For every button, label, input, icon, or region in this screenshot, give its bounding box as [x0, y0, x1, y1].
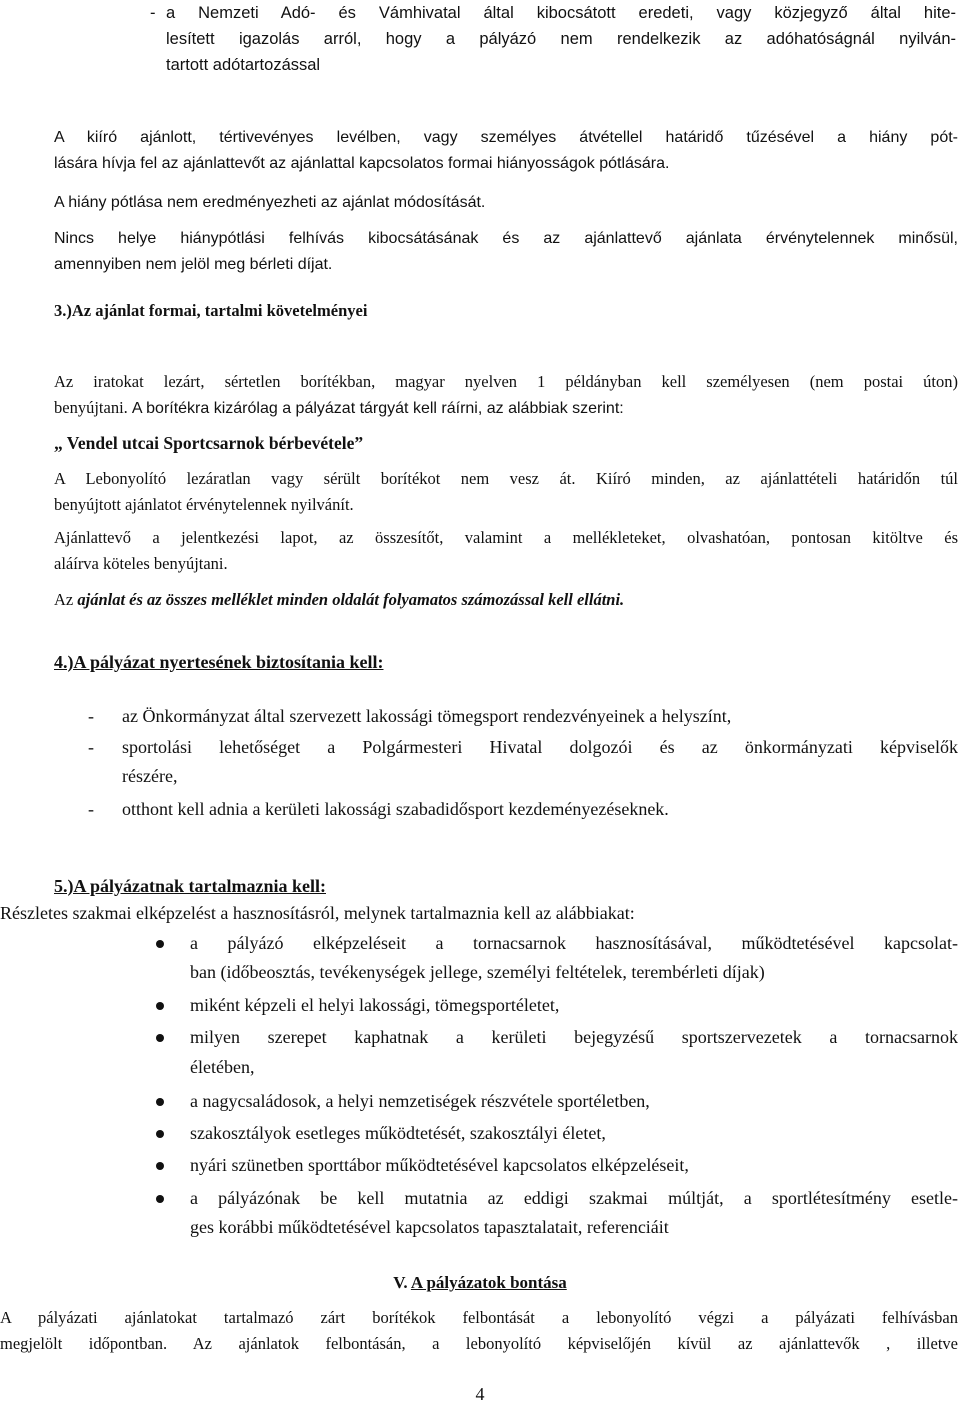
list-item-line: az Önkormányzat által szervezett lakossági tömegsport rendezvényeinek a helyszínt,: [122, 706, 732, 726]
paragraph-line: amennyiben nem jelöl meg bérleti díjat.: [54, 256, 333, 273]
paragraph-line: lására hívja fel az ajánlattevőt az ajánlattal kapcsolatos formai hiányosságok pótlására.: [54, 155, 670, 172]
list-item-line: sportolási lehetőséget a Polgármesteri Hivatal dolgozói és az önkormányzati képviselők: [122, 737, 958, 757]
paragraph-line: A kiíró ajánlott, tértivevényes levélben, vagy személyes átvétellel határidő tűzésével a hiány pót-: [54, 129, 958, 146]
content-list-item: [0, 1119, 960, 1148]
paragraph-line: benyújtott ajánlatot érvénytelennek nyilvánít.: [54, 495, 354, 514]
list-item-line: a Nemzeti Adó- és Vámhivatal által kibocsátott eredeti, vagy közjegyző által hite-: [166, 4, 956, 22]
section-5-heading: 5.)A pályázatnak tartalmaznia kell:: [54, 876, 326, 896]
list-item-line: a pályázónak be kell mutatnia az eddigi szakmai múltját, a sportlétesítmény esetle-: [190, 1188, 958, 1208]
bullet-icon: [156, 1162, 164, 1170]
eligibility-list-item: [0, 0, 960, 26]
text-run: Kiíró minden, az ajánlattételi határidőn túl: [595, 469, 959, 488]
list-item-line: a pályázó elképzeléseit a tornacsarnok hasznosításával, működtetésével kapcsolat-: [190, 933, 958, 953]
list-item-line: ges korábbi működtetésével kapcsolatos tapasztalatait, referenciáit: [190, 1217, 669, 1237]
content-list-item-cont: [0, 1053, 960, 1082]
text-run: Az: [54, 590, 74, 609]
list-item-line: lesített igazolás arról, hogy a pályázó nem rendelkezik az adóhatóságnál nyilván-: [166, 30, 956, 48]
paragraph-line: megjelölt időpontban. Az ajánlatok felbontásán, a lebonyolító képviselőjén kívül az ajánlattevők , illetve: [0, 1334, 958, 1353]
paragraph-line: [54, 395, 958, 422]
content-list-item: [0, 991, 960, 1020]
list-item-line: ban (időbeosztás, tevékenységek jellege, személyi feltételek, terembérleti díjak): [190, 962, 765, 982]
obligation-list-item-cont: [54, 762, 958, 791]
content-list-item: [0, 1087, 960, 1116]
content-list-item: [0, 1184, 960, 1213]
text-run: A Lebonyolító lezáratlan vagy sérült borítékot nem vesz át.: [54, 469, 576, 488]
list-item-line: részére,: [122, 766, 178, 786]
eligibility-list-item-cont: [0, 52, 960, 78]
obligation-list-item: [54, 795, 958, 824]
bullet-icon: [156, 1195, 164, 1203]
content-list-item-cont: [0, 958, 960, 987]
obligation-list-item: [54, 702, 958, 731]
section-3-heading: 3.)Az ajánlat formai, tartalmi követelményei: [54, 301, 368, 320]
list-item-line: életében,: [190, 1057, 255, 1077]
list-item-line: otthont kell adnia a kerületi lakossági szabadidősport kezdeményezéseknek.: [122, 799, 669, 819]
bullet-icon: [156, 1098, 164, 1106]
bullet-icon: [156, 1130, 164, 1138]
eligibility-list-item-cont: [0, 26, 960, 52]
bullet-icon: [156, 940, 164, 948]
list-dash: -: [88, 737, 94, 757]
list-item-line: milyen szerepet kaphatnak a kerületi bejegyzésű sportszervezetek a tornacsarnok: [190, 1027, 958, 1047]
section-v-title: A pályázatok bontása: [410, 1273, 567, 1292]
paragraph-line: A pályázati ajánlatokat tartalmazó zárt borítékok felbontását a lebonyolító végzi a pályázati felhívásban: [0, 1308, 958, 1327]
list-dash: -: [150, 4, 156, 22]
section-5-intro: Részletes szakmai elképzelést a hasznosításról, melynek tartalmaznia kell az alábbiakat:: [0, 903, 635, 923]
content-list-item-cont: [0, 1213, 960, 1242]
bullet-icon: [156, 1002, 164, 1010]
text-run: A borítékra kizárólag a pályázat tárgyát kell ráírni, az alábbiak szerint:: [131, 400, 624, 417]
content-list-item: [0, 1151, 960, 1180]
list-dash: -: [88, 706, 94, 726]
section-v-number: V.: [393, 1273, 408, 1292]
section-v-heading: [0, 1270, 960, 1296]
list-item-line: nyári szünetben sporttábor működtetésével kapcsolatos elképzeléseit,: [190, 1155, 689, 1175]
list-dash: -: [88, 799, 94, 819]
list-item-line: a nagycsaládosok, a helyi nemzetiségek részvétele sportéletben,: [190, 1091, 650, 1111]
paragraph-line: Ajánlattevő a jelentkezési lapot, az összesítőt, valamint a mellékleteket, olvashatóan, pontosan kitöltve és: [54, 528, 958, 547]
list-item-line: tartott adótartozással: [166, 56, 321, 74]
obligation-list-item: [54, 733, 958, 762]
list-item-line: miként képzeli el helyi lakossági, tömegsportéletet,: [190, 995, 560, 1015]
paragraph-line: Nincs helye hiánypótlási felhívás kibocsátásának és az ajánlattevő ajánlata érvénytelennek minősül,: [54, 230, 958, 247]
paragraph: A hiány pótlása nem eredményezheti az ajánlat módosítását.: [54, 194, 486, 211]
content-list-item: [0, 929, 960, 958]
content-list-item: [0, 1023, 960, 1052]
section-4-heading: 4.)A pályázat nyertesének biztosítania kell:: [54, 652, 384, 672]
page-number: 4: [475, 1384, 485, 1404]
bullet-icon: [156, 1034, 164, 1042]
envelope-title: „ Vendel utcai Sportcsarnok bérbevétele”: [54, 433, 364, 453]
text-run: benyújtani.: [54, 398, 128, 417]
numbering-requirement: [54, 587, 958, 613]
paragraph-line: aláírva köteles benyújtani.: [54, 554, 228, 573]
text-run-emphasis: ajánlat és az összes melléklet minden oldalát folyamatos számozással kell ellátni.: [77, 590, 625, 609]
list-item-line: szakosztályok esetleges működtetését, szakosztályi életet,: [190, 1123, 606, 1143]
paragraph-line: [54, 466, 958, 492]
paragraph-line: Az iratokat lezárt, sértetlen borítékban, magyar nyelven 1 példányban kell személyesen (nem postai úton): [54, 372, 958, 391]
